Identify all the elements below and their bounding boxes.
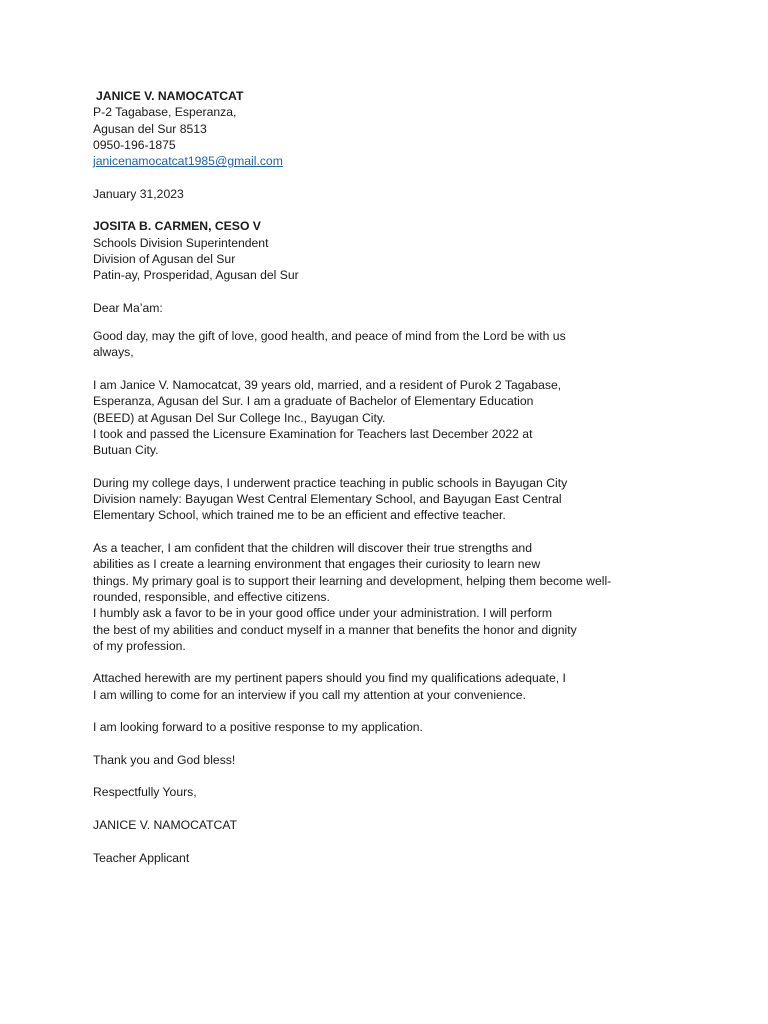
sender-address-line1: P-2 Tagabase, Esperanza, [93, 105, 237, 120]
body-line: I took and passed the Licensure Examination for Teachers last December 2022 at [93, 426, 533, 441]
recipient-title: Schools Division Superintendent [93, 235, 269, 250]
body-line: of my profession. [93, 638, 186, 653]
body-line: As a teacher, I am confident that the children will discover their true strengths and [93, 541, 532, 556]
body-line: Butuan City. [93, 443, 159, 458]
sender-name: JANICE V. NAMOCATCAT [96, 89, 244, 103]
body-line: always, [93, 345, 134, 360]
sender-phone: 0950-196-1875 [93, 137, 176, 152]
body-line: rounded, responsible, and effective citizens. [93, 589, 330, 604]
paragraph-thanks [93, 752, 733, 768]
body-line: abilities as I create a learning environment that engages their curiosity to learn new [93, 557, 541, 572]
body-line: Good day, may the gift of love, good health, and peace of mind from the Lord be with us [93, 329, 566, 344]
body-line: I am willing to come for an interview if you call my attention at your convenience. [93, 687, 526, 702]
recipient-division: Division of Agusan del Sur [93, 251, 236, 266]
body-line: During my college days, I underwent practice teaching in public schools in Bayugan City [93, 475, 568, 490]
salutation: Dear Ma’am: [93, 300, 163, 315]
sender-block [93, 88, 733, 169]
body-line: I humbly ask a favor to be in your good office under your administration. I will perform [93, 606, 553, 621]
body-line: (BEED) at Agusan Del Sur College Inc., Bayugan City. [93, 410, 386, 425]
body-line: Esperanza, Agusan del Sur. I am a graduate of Bachelor of Elementary Education [93, 394, 534, 409]
body-line: Division namely: Bayugan West Central Elementary School, and Bayugan East Central [93, 492, 562, 507]
body-line: I am looking forward to a positive response to my application. [93, 720, 423, 735]
letter-page [93, 88, 733, 866]
signature-name: JANICE V. NAMOCATCAT [93, 818, 238, 833]
closing: Respectfully Yours, [93, 785, 197, 800]
letter-date: January 31,2023 [93, 186, 184, 201]
recipient-name: JOSITA B. CARMEN, CESO V [93, 219, 261, 234]
body-line: I am Janice V. Namocatcat, 39 years old, married, and a resident of Purok 2 Tagabase, [93, 378, 562, 393]
recipient-address: Patin-ay, Prosperidad, Agusan del Sur [93, 268, 299, 283]
paragraph-closing-statement [93, 719, 733, 735]
body-line: Elementary School, which trained me to be an efficient and effective teacher. [93, 508, 506, 523]
letter-body [93, 328, 733, 768]
sender-email-link[interactable]: janicenamocatcat1985@gmail.com [93, 154, 283, 169]
signature-title: Teacher Applicant [93, 850, 190, 865]
body-line: things. My primary goal is to support their learning and development, helping them become well- [93, 573, 612, 588]
body-line: Thank you and God bless! [93, 752, 236, 767]
paragraph-college [93, 475, 733, 524]
body-line: Attached herewith are my pertinent papers should you find my qualifications adequate, I [93, 671, 566, 686]
paragraph-introduction [93, 377, 733, 458]
paragraph-attachments [93, 670, 733, 703]
sender-address-line2: Agusan del Sur 8513 [93, 121, 207, 136]
paragraph-teaching [93, 540, 733, 654]
body-line: the best of my abilities and conduct myself in a manner that benefits the honor and dignity [93, 622, 577, 637]
paragraph-greeting [93, 328, 733, 361]
recipient-block [93, 218, 733, 283]
